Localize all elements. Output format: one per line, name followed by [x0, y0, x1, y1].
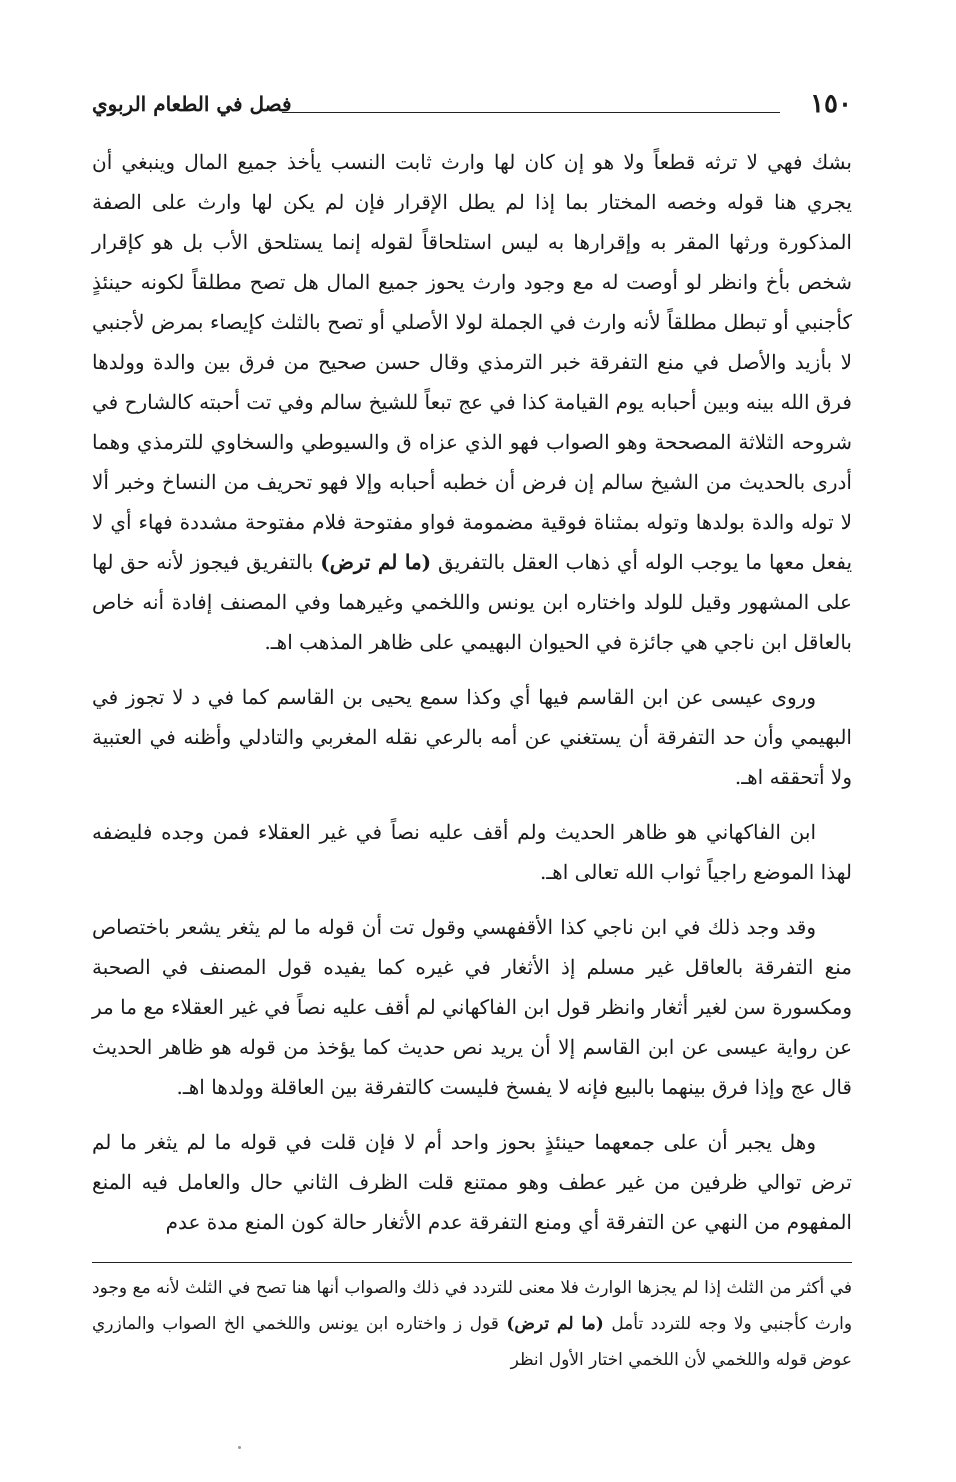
quoted-matn: (ما لم ترض) [320, 550, 432, 574]
main-text [92, 142, 852, 1257]
paragraph-5: وهل يجبر أن على جمعهما حينئذٍ بحوز واحد أم لا فإن قلت في قوله ما لم يثغر ما لم ترض توالي ظرفين من غير عطف وهو ممتنع قلت الظرف الثاني حال والعامل فيه المنع المفهوم من النهي عن التفرقة أي ومنع التفرقة عدم الأثغار حالة كون المنع مدة عدم [92, 1130, 852, 1234]
footnote-divider [92, 1262, 852, 1263]
footnote-quoted-matn: (ما لم ترض) [506, 1314, 604, 1334]
paragraph-1 [92, 142, 852, 662]
paragraph-4: وقد وجد ذلك في ابن ناجي كذا الأقفهسي وقول تت أن قوله ما لم يثغر يشعر باختصاص منع التفرقة بالعاقل غير مسلم إذ الأثغار في غيره كما يفيده قول المصنف في الصحبة ومكسورة سن لغير أثغار وانظر قول ابن الفاكهاني لم أقف عليه نصاً في غير العقلاء مع ما مر عن رواية عيسى عن ابن القاسم إلا أن يريد نص حديث كما يؤخذ من قوله هو ظاهر الحديث قال عج وإذا فرق بينهما بالبيع فإنه لا يفسخ فليست كالتفرقة بين العاقلة وولدها اهـ. [92, 915, 852, 1099]
footnote-block [92, 1270, 852, 1378]
footnote-text-b: قول ز واختاره ابن يونس واللخمي الخ الصواب والمازري عوض قوله واللخمي لأن اللخمي اختار الأول انظر [92, 1314, 852, 1370]
paragraph-3: ابن الفاكهاني هو ظاهر الحديث ولم أقف عليه نصاً في غير العقلاء فمن وجده فليضفه لهذا الموضع راجياً ثواب الله تعالى اهـ. [92, 820, 852, 884]
footnote-text-a: في أكثر من الثلث إذا لم يجزها الوارث فلا معنى للتردد في ذلك والصواب أنها هنا تصح في الثلث لأنه مع وجود وارث كأجنبي ولا وجه للتردد تأمل [92, 1278, 853, 1334]
paragraph-2: وروى عيسى عن ابن القاسم فيها أي وكذا سمع يحيى بن القاسم كما في د لا تجوز في البهيمي وأن حد التفرقة أن يستغني عن أمه بالرعي نقله المغربي والتادلي وأظنه في العتبية ولا أتحققه اهـ. [92, 685, 852, 789]
page-number: ١٥٠ [810, 89, 852, 119]
paragraph-1-text: بشك فهي لا ترثه قطعاً ولا هو إن كان لها وارث ثابت النسب يأخذ جميع المال وينبغي أن يجري هنا قوله وخصه المختار بما إذا لم يطل الإقرار فإن لم يكن لها وارث على الصفة المذكورة ورثها المقر به وإقرارها به ليس استلحاقاً لقوله إنما يستلحق الأب بل هو كإقرار شخص بأخ وانظر لو أوصت له مع وجود وارث يحوز جميع المال هل تصح مطلقاً لكونه حينئذٍ كأجنبي أو تبطل مطلقاً لأنه وارث في الجملة لولا الأصلي أو تصح بالثلث كإيصاء بمرض لأجنبي لا بأزيد والأصل في منع التفرقة خبر الترمذي وقال حسن صحيح من فرق بين والدة وولدها فرق الله بينه وبين أحبابه يوم القيامة كذا في عج تبعاً للشيخ سالم وفي تت أحبته كالشارح في شروحه الثلاثة المصححة وهو الصواب فهو الذي عزاه ق والسيوطي والسخاوي للترمذي وهما أدرى بالحديث من الشيخ سالم إن فرض أن خطبه أحبابه وإلا فهو تحريف من النساخ وخبر ألا لا توله والدة بولدها وتوله بمثناة فوقية مضمومة فواو مفتوحة فلام مفتوحة مشددة فهاء أي لا يفعل معها ما يوجب الوله أي ذهاب العقل بالتفريق [92, 150, 853, 574]
header-rule [282, 112, 780, 113]
paragraph-1-tail: بالتفريق فيجوز لأنه حق لها على المشهور وقيل للولد واختاره ابن يونس واللخمي وغيرهما وفي المصنف إفادة أنه خاص بالعاقل ابن ناجي هي جائزة في الحيوان البهيمي على ظاهر المذهب اهـ. [92, 550, 852, 654]
footnote-text [92, 1270, 852, 1378]
page-header [92, 86, 852, 122]
scan-speck [238, 1446, 241, 1449]
running-title: فصل في الطعام الربوي [92, 92, 292, 116]
